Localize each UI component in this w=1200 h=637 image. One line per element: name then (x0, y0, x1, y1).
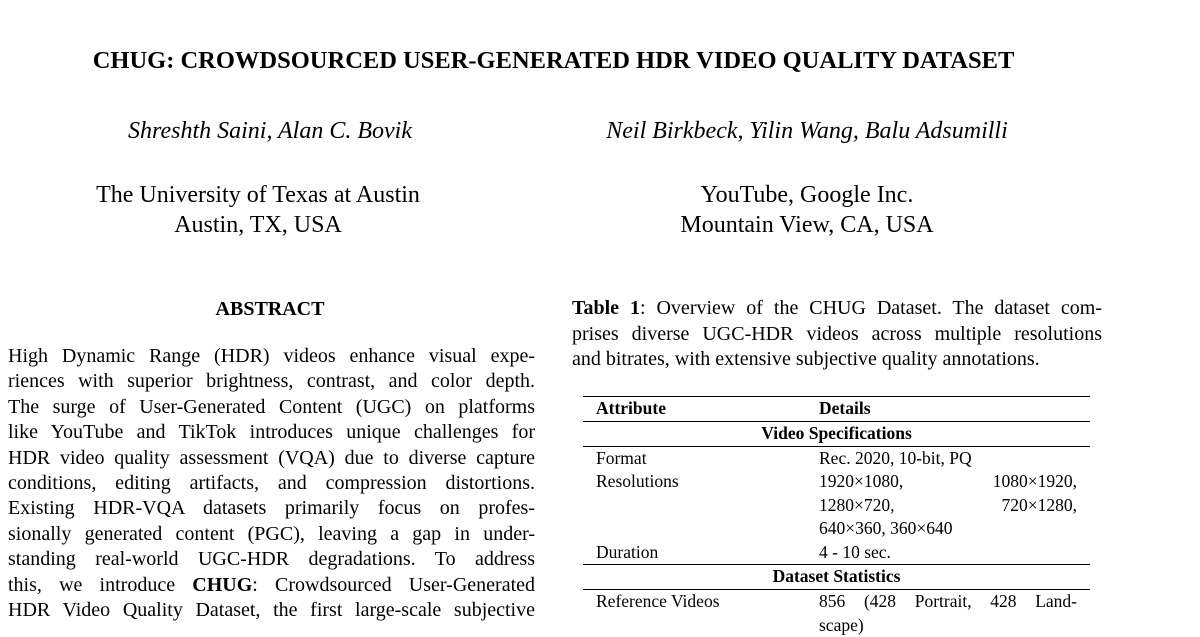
value-line: scape) (819, 614, 1077, 637)
header-attribute: Attribute (596, 397, 666, 420)
authors-right: Neil Birkbeck, Yilin Wang, Balu Adsumilli (577, 118, 1037, 145)
row-value (819, 470, 1077, 541)
abstract-text: this, we introduce (8, 574, 192, 596)
value-line: 856 (428 Portrait, 428 Land- (819, 590, 1077, 614)
dataset-name: CHUG (192, 574, 252, 596)
abstract-line: HDR video quality assessment (VQA) due to diverse capture (8, 446, 535, 471)
table-row (583, 541, 1090, 565)
caption-text: : Overview of the CHUG Dataset. The dataset com- (640, 297, 1102, 319)
row-label: Reference Videos (596, 590, 720, 613)
value-line: 1920×1080, 1080×1920, (819, 470, 1077, 494)
row-value: Rec. 2020, 10-bit, PQ (819, 447, 1077, 470)
row-label: Resolutions (596, 470, 679, 493)
authors-left: Shreshth Saini, Alan C. Bovik (40, 118, 500, 145)
abstract-text: : Crowdsourced User-Generated (252, 574, 535, 596)
abstract-line: conditions, editing artifacts, and compression distortions. (8, 471, 535, 496)
table-row (583, 470, 1090, 541)
abstract-line: sionally generated content (PGC), leaving a gap in under- (8, 522, 535, 547)
abstract-heading: ABSTRACT (8, 298, 532, 321)
value-line: 1280×720, 720×1280, (819, 494, 1077, 518)
abstract-body (8, 344, 535, 623)
affiliation-right (577, 180, 1037, 240)
caption-line (572, 296, 1102, 322)
affiliation-left (28, 180, 488, 240)
section-video-specifications: Video Specifications (583, 422, 1090, 446)
abstract-line (8, 573, 535, 598)
row-value: 4 - 10 sec. (819, 541, 1077, 564)
row-label: Duration (596, 541, 658, 564)
section-dataset-statistics: Dataset Statistics (583, 565, 1090, 589)
caption-line: prises diverse UGC-HDR videos across multiple resolutions (572, 322, 1102, 348)
abstract-line: standing real-world UGC-HDR degradations. To address (8, 547, 535, 572)
caption-line: and bitrates, with extensive subjective quality annotations. (572, 347, 1102, 373)
row-label: Format (596, 447, 647, 470)
abstract-line: HDR Video Quality Dataset, the first large-scale subjective (8, 598, 535, 623)
table-row (583, 447, 1090, 471)
paper-title: CHUG: CROWDSOURCED USER-GENERATED HDR VIDEO QUALITY DATASET (0, 47, 1107, 75)
abstract-line: The surge of User-Generated Content (UGC) on platforms (8, 395, 535, 420)
abstract-line: High Dynamic Range (HDR) videos enhance visual expe- (8, 344, 535, 369)
value-line: 640×360, 360×640 (819, 517, 1077, 541)
affiliation-right-line1: YouTube, Google Inc. (577, 180, 1037, 210)
header-details: Details (819, 397, 1077, 420)
dataset-overview-table (583, 396, 1090, 637)
abstract-line: riences with superior brightness, contrast, and color depth. (8, 369, 535, 394)
affiliation-left-line1: The University of Texas at Austin (28, 180, 488, 210)
abstract-line: like YouTube and TikTok introduces unique challenges for (8, 420, 535, 445)
table-header-row (583, 397, 1090, 421)
affiliation-right-line2: Mountain View, CA, USA (577, 210, 1037, 240)
abstract-line: Existing HDR-VQA datasets primarily focus on profes- (8, 496, 535, 521)
caption-label: Table 1 (572, 297, 640, 319)
affiliation-left-line2: Austin, TX, USA (28, 210, 488, 240)
table-caption (572, 296, 1102, 373)
